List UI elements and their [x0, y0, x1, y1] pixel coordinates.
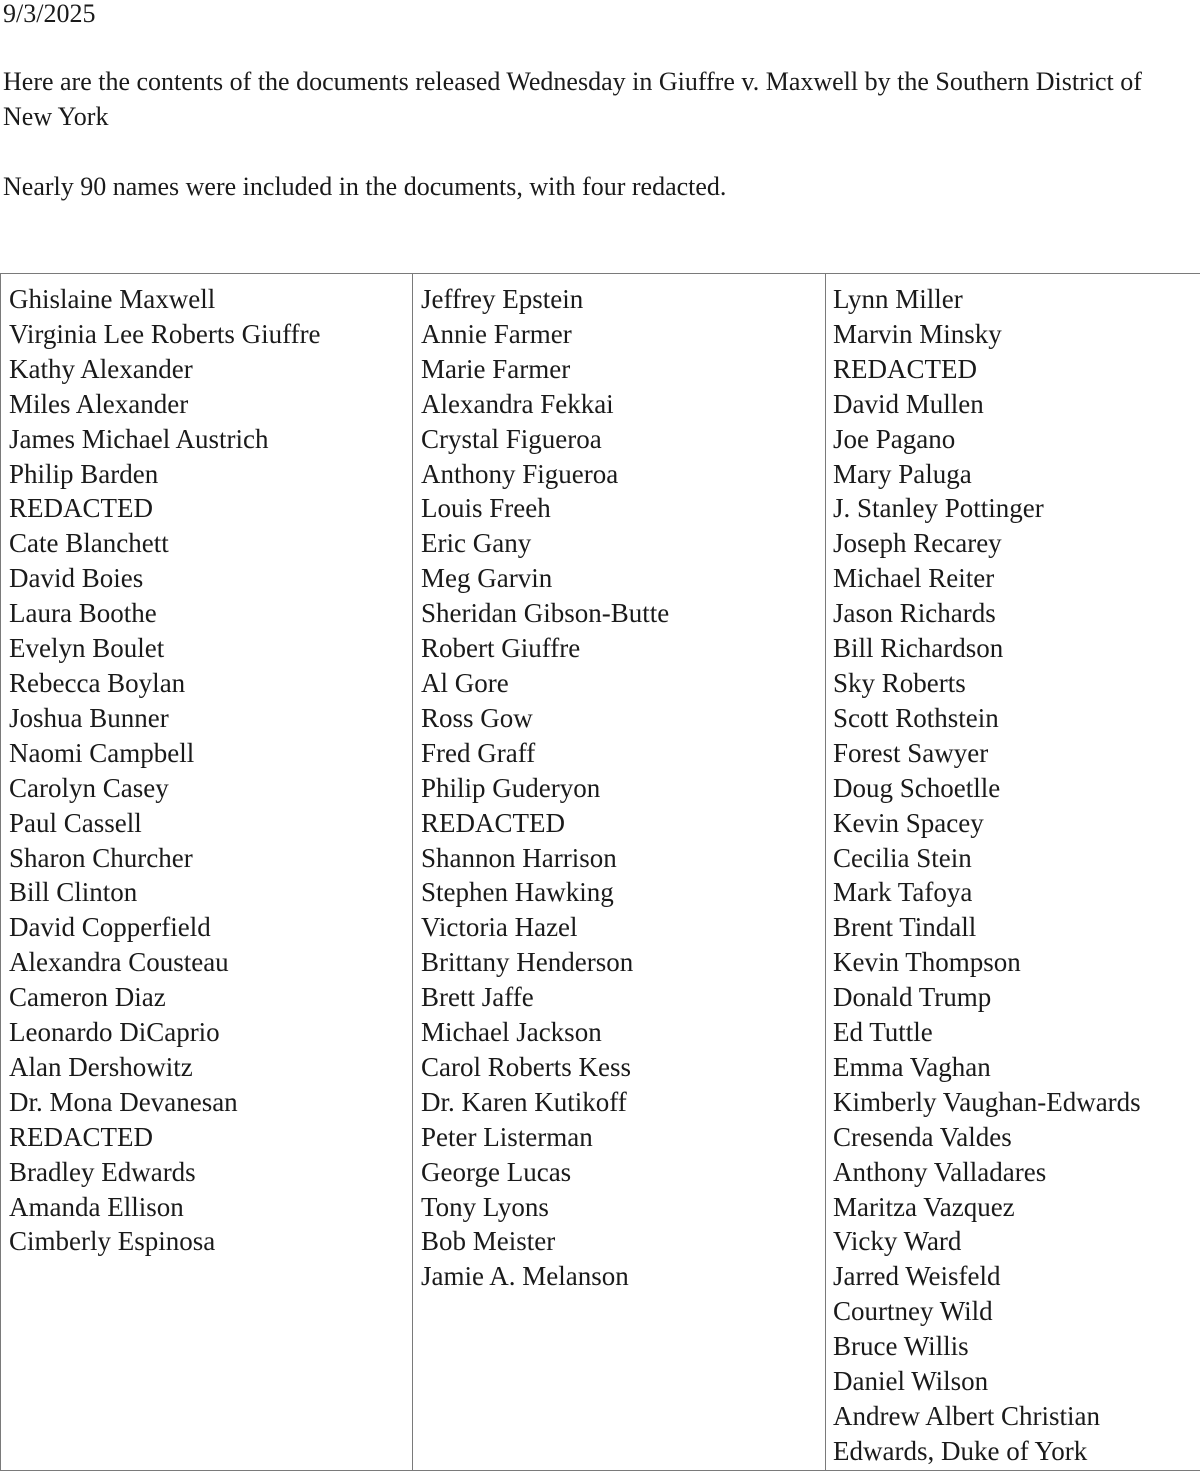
name-entry: Alan Dershowitz — [9, 1051, 193, 1082]
name-entry: Tony Lyons — [421, 1191, 549, 1222]
name-entry: REDACTED — [833, 353, 977, 384]
name-entry: Kathy Alexander — [9, 353, 193, 384]
name-entry: Annie Farmer — [421, 318, 572, 349]
name-entry: Alexandra Cousteau — [9, 947, 229, 978]
name-entry: Laura Boothe — [9, 598, 157, 629]
name-entry: Doug Schoetlle — [833, 772, 1001, 803]
name-entry: David Copperfield — [9, 912, 211, 943]
name-entry: Andrew Albert Christian — [833, 1401, 1100, 1431]
name-entry: Brent Tindall — [833, 912, 977, 943]
name-entry: J. Stanley Pottinger — [833, 493, 1044, 524]
name-entry: Bradley Edwards — [9, 1156, 196, 1187]
name-entry: Evelyn Boulet — [9, 633, 165, 664]
name-entry: Miles Alexander — [9, 388, 189, 419]
name-entry: Ed Tuttle — [833, 1017, 933, 1048]
name-entry: Kevin Spacey — [833, 807, 984, 838]
names-column-1 — [0, 274, 412, 1470]
name-entry: Leonardo DiCaprio — [9, 1017, 220, 1048]
name-entry: Marvin Minsky — [833, 318, 1002, 349]
name-entry: Carolyn Casey — [9, 772, 169, 803]
name-entry: Emma Vaghan — [833, 1051, 991, 1082]
name-entry: Ghislaine Maxwell — [9, 284, 216, 314]
name-entry: Anthony Figueroa — [421, 458, 619, 489]
name-entry: Bob Meister — [421, 1226, 556, 1257]
name-entry: Brett Jaffe — [421, 982, 534, 1013]
name-entry: George Lucas — [421, 1156, 572, 1187]
name-entry: REDACTED — [9, 1121, 153, 1152]
name-entry: Peter Listerman — [421, 1121, 593, 1152]
names-note: Nearly 90 names were included in the documents, with four redacted. — [3, 172, 727, 201]
name-entry: Alexandra Fekkai — [421, 388, 614, 419]
name-entry: Eric Gany — [421, 528, 532, 559]
name-entry: Brittany Henderson — [421, 947, 634, 978]
name-entry: Virginia Lee Roberts Giuffre — [9, 318, 321, 349]
name-entry: Marie Farmer — [421, 353, 571, 384]
name-entry: Bruce Willis — [833, 1331, 969, 1362]
name-entry: Philip Barden — [9, 458, 159, 489]
name-entry: Bill Clinton — [9, 877, 138, 908]
name-entry: Scott Rothstein — [833, 702, 999, 733]
name-entry: Michael Jackson — [421, 1017, 602, 1048]
name-entry: Vicky Ward — [833, 1226, 962, 1257]
name-entry: Paul Cassell — [9, 807, 142, 838]
name-entry: Philip Guderyon — [421, 772, 601, 803]
name-entry: Crystal Figueroa — [421, 423, 602, 454]
name-entry: Ross Gow — [421, 702, 533, 733]
name-entry: Joe Pagano — [833, 423, 956, 454]
name-entry: David Boies — [9, 563, 144, 594]
name-entry: Louis Freeh — [421, 493, 551, 524]
name-entry: Naomi Campbell — [9, 737, 195, 768]
name-entry: Daniel Wilson — [833, 1366, 989, 1397]
name-entry: Jarred Weisfeld — [833, 1261, 1001, 1292]
name-entry: David Mullen — [833, 388, 984, 419]
name-entry: Courtney Wild — [833, 1296, 993, 1327]
name-entry: Dr. Karen Kutikoff — [421, 1086, 627, 1117]
name-entry: Mary Paluga — [833, 458, 972, 489]
name-entry: Anthony Valladares — [833, 1156, 1047, 1187]
name-entry: Kevin Thompson — [833, 947, 1021, 978]
name-entry: Victoria Hazel — [421, 912, 578, 943]
names-column-2 — [412, 274, 825, 1470]
name-entry: Lynn Miller — [833, 284, 963, 314]
name-entry: REDACTED — [9, 493, 153, 524]
name-entry: Sharon Churcher — [9, 842, 193, 873]
name-entry: James Michael Austrich — [9, 423, 269, 454]
names-column-3 — [825, 274, 1200, 1470]
name-entry: Al Gore — [421, 667, 509, 698]
name-entry: Amanda Ellison — [9, 1191, 184, 1222]
intro-paragraph: Here are the contents of the documents released Wednesday in Giuffre v. Maxwell by the Southern District of New York — [3, 67, 1142, 131]
name-entry: Michael Reiter — [833, 563, 995, 594]
name-entry: Joshua Bunner — [9, 702, 169, 733]
name-entry: Jason Richards — [833, 598, 996, 629]
name-entry: Rebecca Boylan — [9, 667, 186, 698]
name-entry: Edwards, Duke of York — [833, 1435, 1088, 1466]
name-entry: Fred Graff — [421, 737, 536, 768]
document-date: 9/3/2025 — [3, 0, 96, 28]
name-entry: REDACTED — [421, 807, 565, 838]
name-entry: Shannon Harrison — [421, 842, 617, 873]
name-entry: Bill Richardson — [833, 633, 1004, 664]
name-entry: Jeffrey Epstein — [421, 284, 584, 314]
name-entry: Cresenda Valdes — [833, 1121, 1012, 1152]
name-entry: Kimberly Vaughan-Edwards — [833, 1086, 1141, 1117]
name-entry: Sheridan Gibson-Butte — [421, 598, 670, 629]
name-entry: Stephen Hawking — [421, 877, 614, 908]
name-entry: Jamie A. Melanson — [421, 1261, 629, 1292]
name-entry: Joseph Recarey — [833, 528, 1002, 559]
name-entry: Meg Garvin — [421, 563, 553, 594]
name-entry: Forest Sawyer — [833, 737, 989, 768]
name-entry: Mark Tafoya — [833, 877, 973, 908]
name-entry: Donald Trump — [833, 982, 992, 1013]
name-entry: Cameron Diaz — [9, 982, 166, 1013]
name-entry: Dr. Mona Devanesan — [9, 1086, 238, 1117]
name-entry: Sky Roberts — [833, 667, 966, 698]
name-entry: Cecilia Stein — [833, 842, 972, 873]
name-entry: Cimberly Espinosa — [9, 1226, 216, 1257]
name-entry: Maritza Vazquez — [833, 1191, 1015, 1222]
name-entry: Cate Blanchett — [9, 528, 169, 559]
name-entry: Robert Giuffre — [421, 633, 581, 664]
name-entry: Carol Roberts Kess — [421, 1051, 631, 1082]
names-table — [0, 273, 1200, 1471]
